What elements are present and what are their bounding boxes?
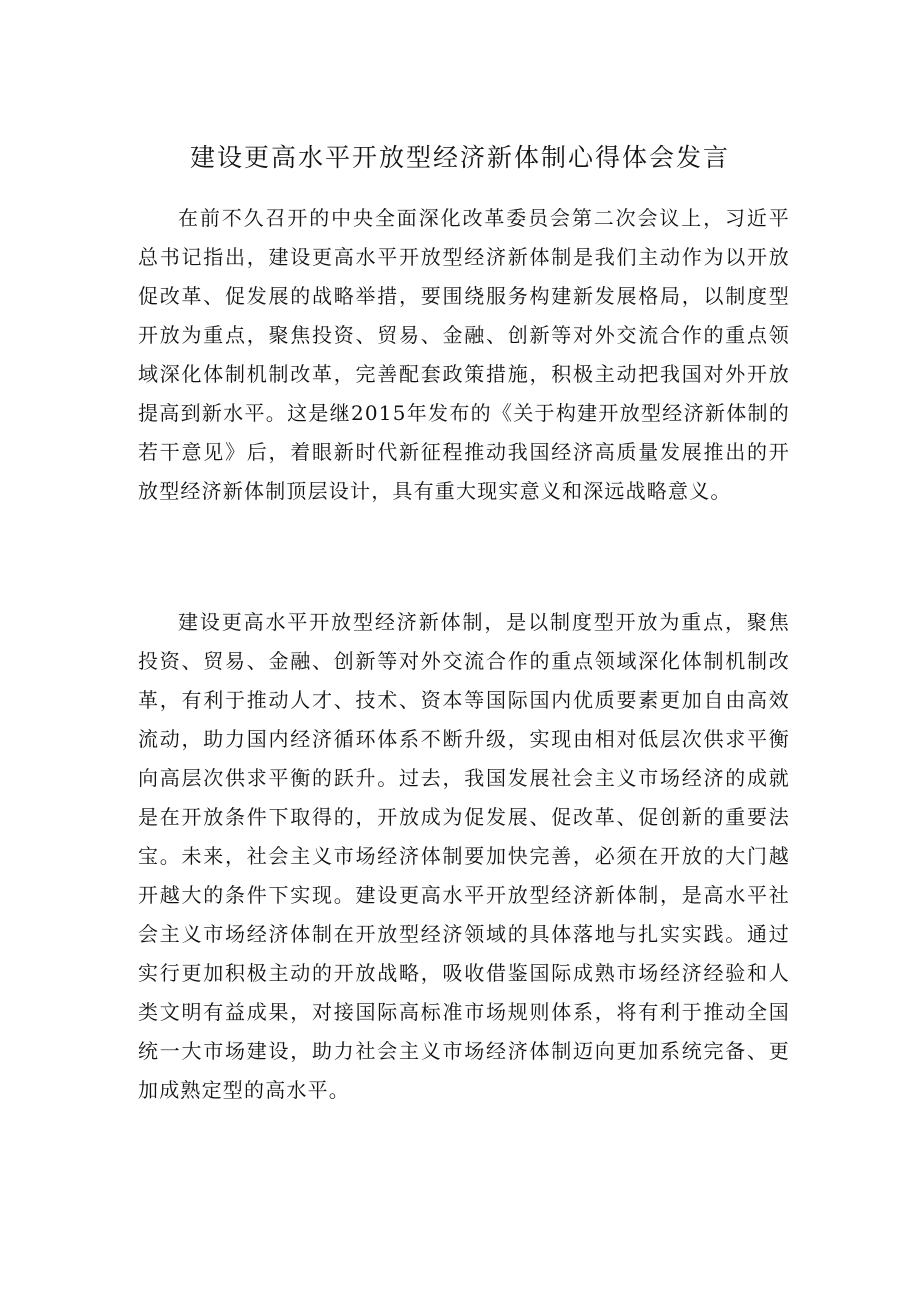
paragraph-2: 建设更高水平开放型经济新体制，是以制度型开放为重点，聚焦投资、贸易、金融、创新等对外交流合作的重点领域深化体制机制改革，有利于推动人才、技术、资本等国际国内优质要素更加自由高效流动，助力国内经济循环体系不断升级，实现由相对低层次供求平衡向高层次供求平衡的跃升。过去，我国发展社会主义市场经济的成就是在开放条件下取得的，开放成为促发展、促改革、促创新的重要法宝。未来，社会主义市场经济体制要加快完善，必须在开放的大门越开越大的条件下实现。建设更高水平开放型经济新体制，是高水平社会主义市场经济体制在开放型经济领域的具体落地与扎实实践。通过实行更加积极主动的开放战略，吸收借鉴国际成熟市场经济经验和人类文明有益成果，对接国际高标准市场规则体系，将有利于推动全国统一大市场建设，助力社会主义市场经济体制迈向更加系统完备、更加成熟定型的高水平。 (138, 610, 790, 1102)
paragraph-1: 在前不久召开的中央全面深化改革委员会第二次会议上，习近平总书记指出，建设更高水平开放型经济新体制是我们主动作为以开放促改革、促发展的战略举措，要围绕服务构建新发展格局，以制度型开放为重点，聚焦投资、贸易、金融、创新等对外交流合作的重点领域深化体制机制改革，完善配套政策措施，积极主动把我国对外开放提高到新水平。这是继2015年发布的《关于构建开放型经济新体制的若干意见》后，着眼新时代新征程推动我国经济高质量发展推出的开放型经济新体制顶层设计，具有重大现实意义和深远战略意义。 (138, 206, 790, 503)
document-title: 建设更高水平开放型经济新体制心得体会发言 (189, 143, 730, 172)
